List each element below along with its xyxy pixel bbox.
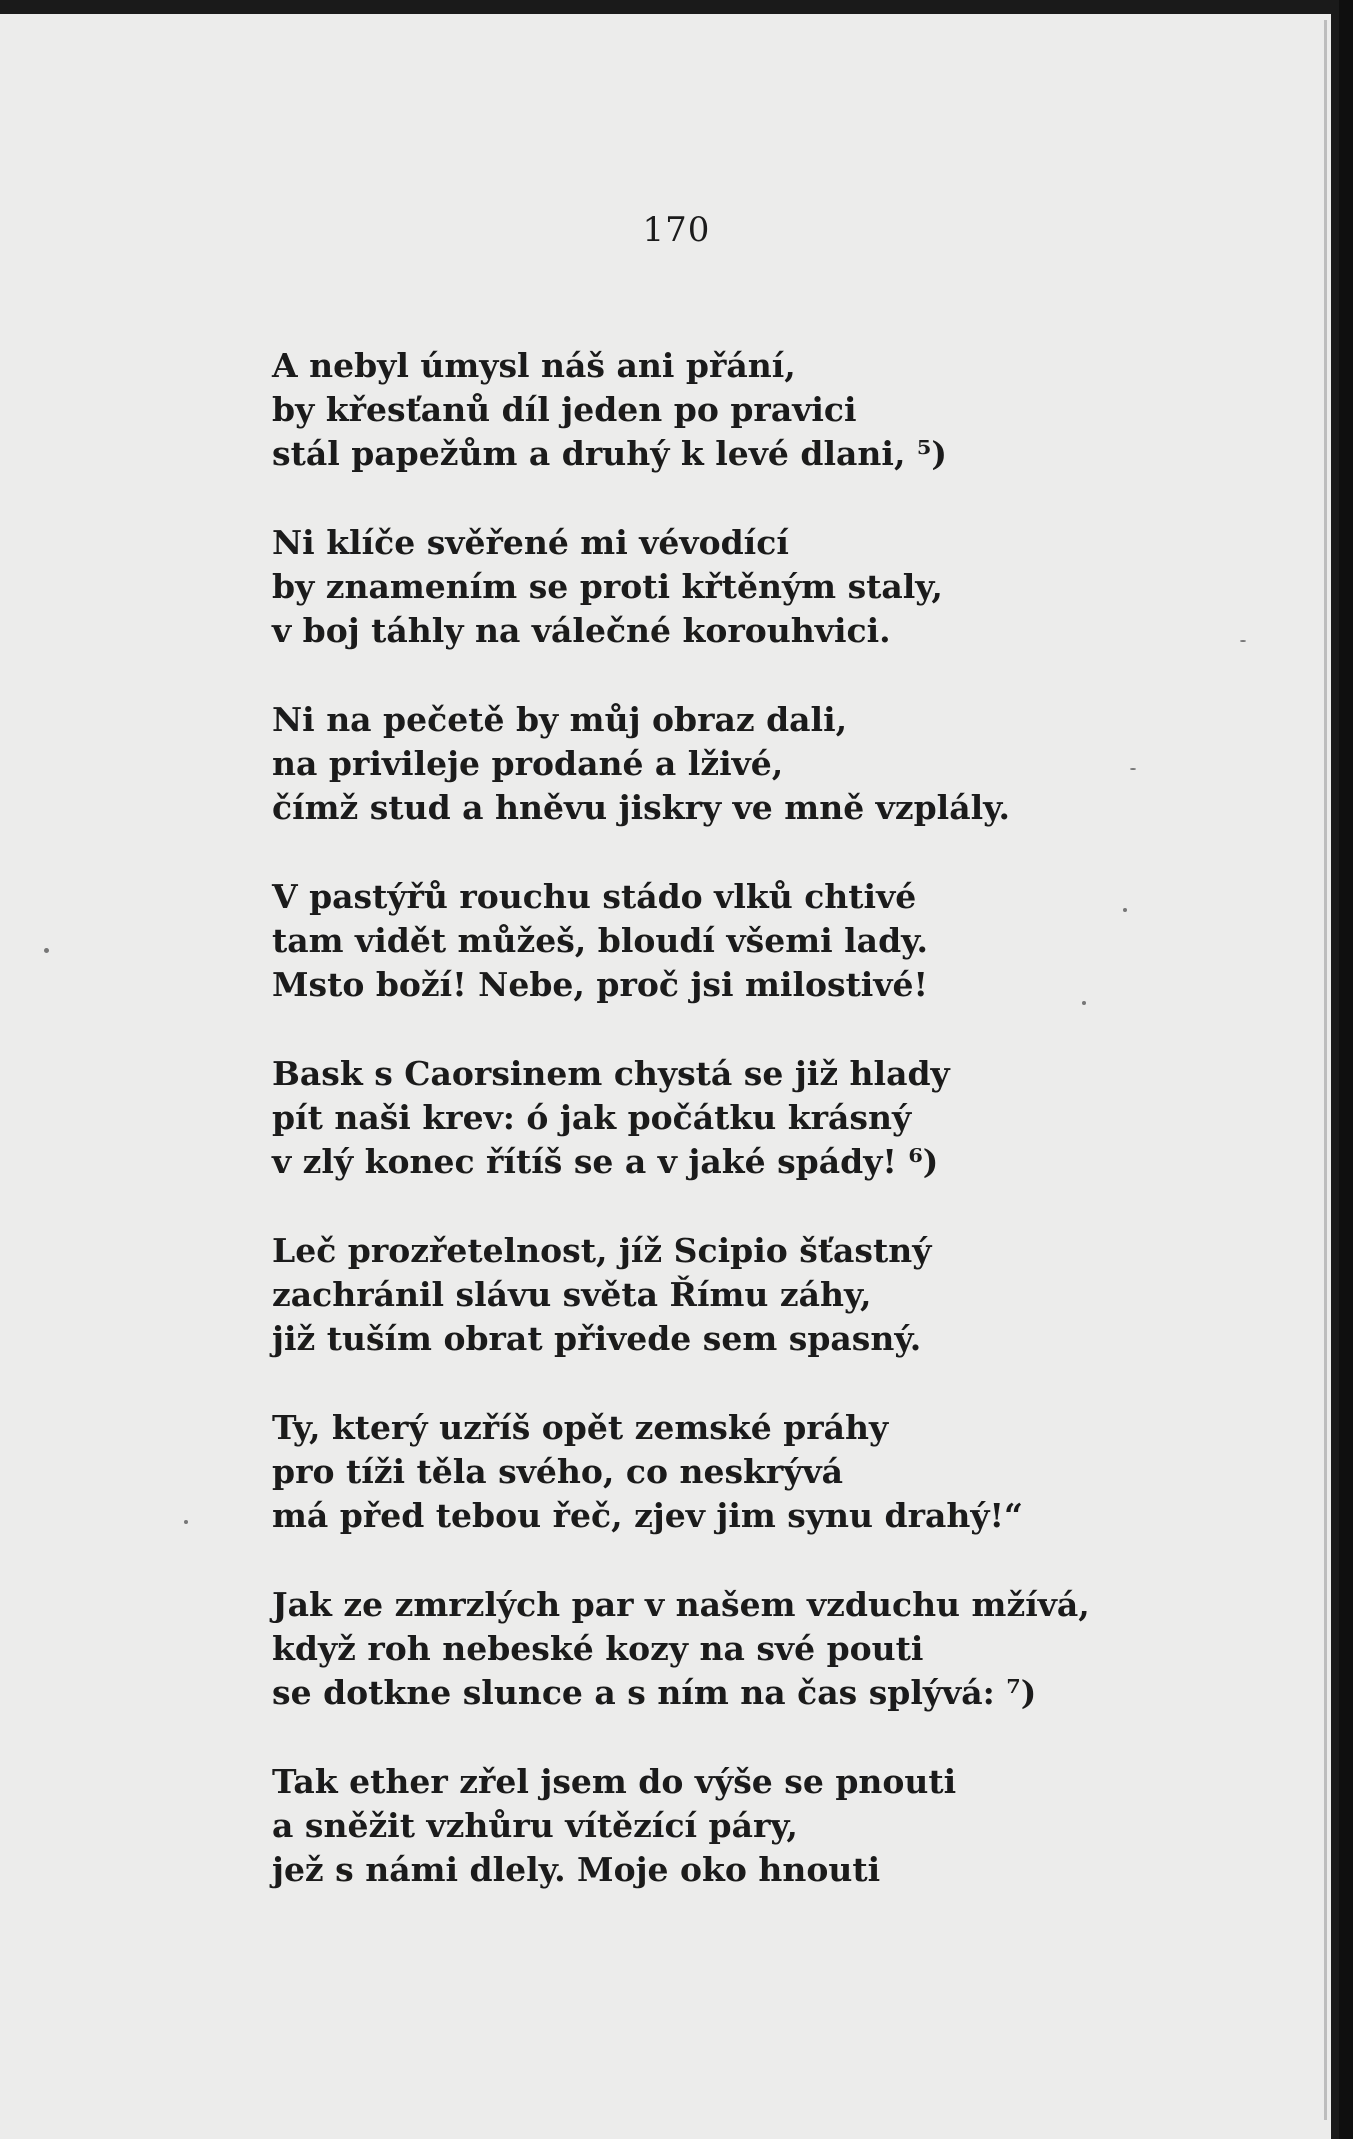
verse-line: V pastýřů rouchu stádo vlků chtivé [272,877,917,916]
verse-line: by křesťanů díl jeden po pravici [272,390,857,429]
stanza-2 [272,521,1172,653]
page-gutter [1324,20,1327,2120]
verse-line: a sněžit vzhůru vítězící páry, [272,1806,798,1845]
stanza-1 [272,344,1172,476]
paper-speck [1082,1001,1086,1005]
verse-line: v zlý konec řítíš se a v jaké spády! ⁶) [272,1142,939,1181]
paper-speck [1123,908,1127,912]
verse-line: již tuším obrat přivede sem spasný. [272,1319,922,1358]
stanza-3 [272,698,1172,830]
stanza-6 [272,1229,1172,1361]
stanza-8 [272,1583,1172,1715]
verse-line: Ty, který uzříš opět zemské práhy [272,1408,889,1447]
verse-line: v boj táhly na válečné korouhvici. [272,611,891,650]
page-number: 170 [642,210,711,250]
verse-line: tam vidět můžeš, bloudí všemi lady. [272,921,929,960]
paper-speck [184,1520,188,1524]
verse-line: Jak ze zmrzlých par v našem vzduchu mžívá, [272,1585,1090,1624]
verse-line: pít naši krev: ó jak počátku krásný [272,1098,912,1137]
verse-line: by znamením se proti křtěným staly, [272,567,943,606]
verse-line: jež s námi dlely. Moje oko hnouti [272,1850,881,1889]
verse-line: Ni klíče svěřené mi vévodící [272,523,789,562]
stanza-4 [272,875,1172,1007]
verse-line: Leč prozřetelnost, jíž Scipio šťastný [272,1231,932,1270]
verse-line: když roh nebeské kozy na své pouti [272,1629,924,1668]
verse-line: A nebyl úmysl náš ani přání, [272,346,796,385]
verse-line: Ni na pečetě by můj obraz dali, [272,700,848,739]
paper-speck [44,948,49,953]
verse-line: na privileje prodané a lživé, [272,744,784,783]
verse-line: zachránil slávu světa Římu záhy, [272,1275,872,1314]
paper-speck [1240,640,1246,642]
stanza-9 [272,1760,1172,1892]
verse-line: Msto boží! Nebe, proč jsi milostivé! [272,965,929,1004]
stanza-5 [272,1052,1172,1184]
verse-line: Bask s Caorsinem chystá se již hlady [272,1054,950,1093]
verse-line: se dotkne slunce a s ním na čas splývá: ⁷) [272,1673,1037,1712]
verse-line: Tak ether zřel jsem do výše se pnouti [272,1762,957,1801]
poem-text [272,344,1172,1937]
verse-line: má před tebou řeč, zjev jim synu drahý!“ [272,1496,1023,1535]
stanza-7 [272,1406,1172,1538]
verse-line: čímž stud a hněvu jiskry ve mně vzplály. [272,788,1011,827]
verse-line: pro tíži těla svého, co neskrývá [272,1452,844,1491]
scan-edge [1339,0,1353,2139]
verse-line: stál papežům a druhý k levé dlani, ⁵) [272,434,947,473]
paper-speck [1130,768,1136,770]
